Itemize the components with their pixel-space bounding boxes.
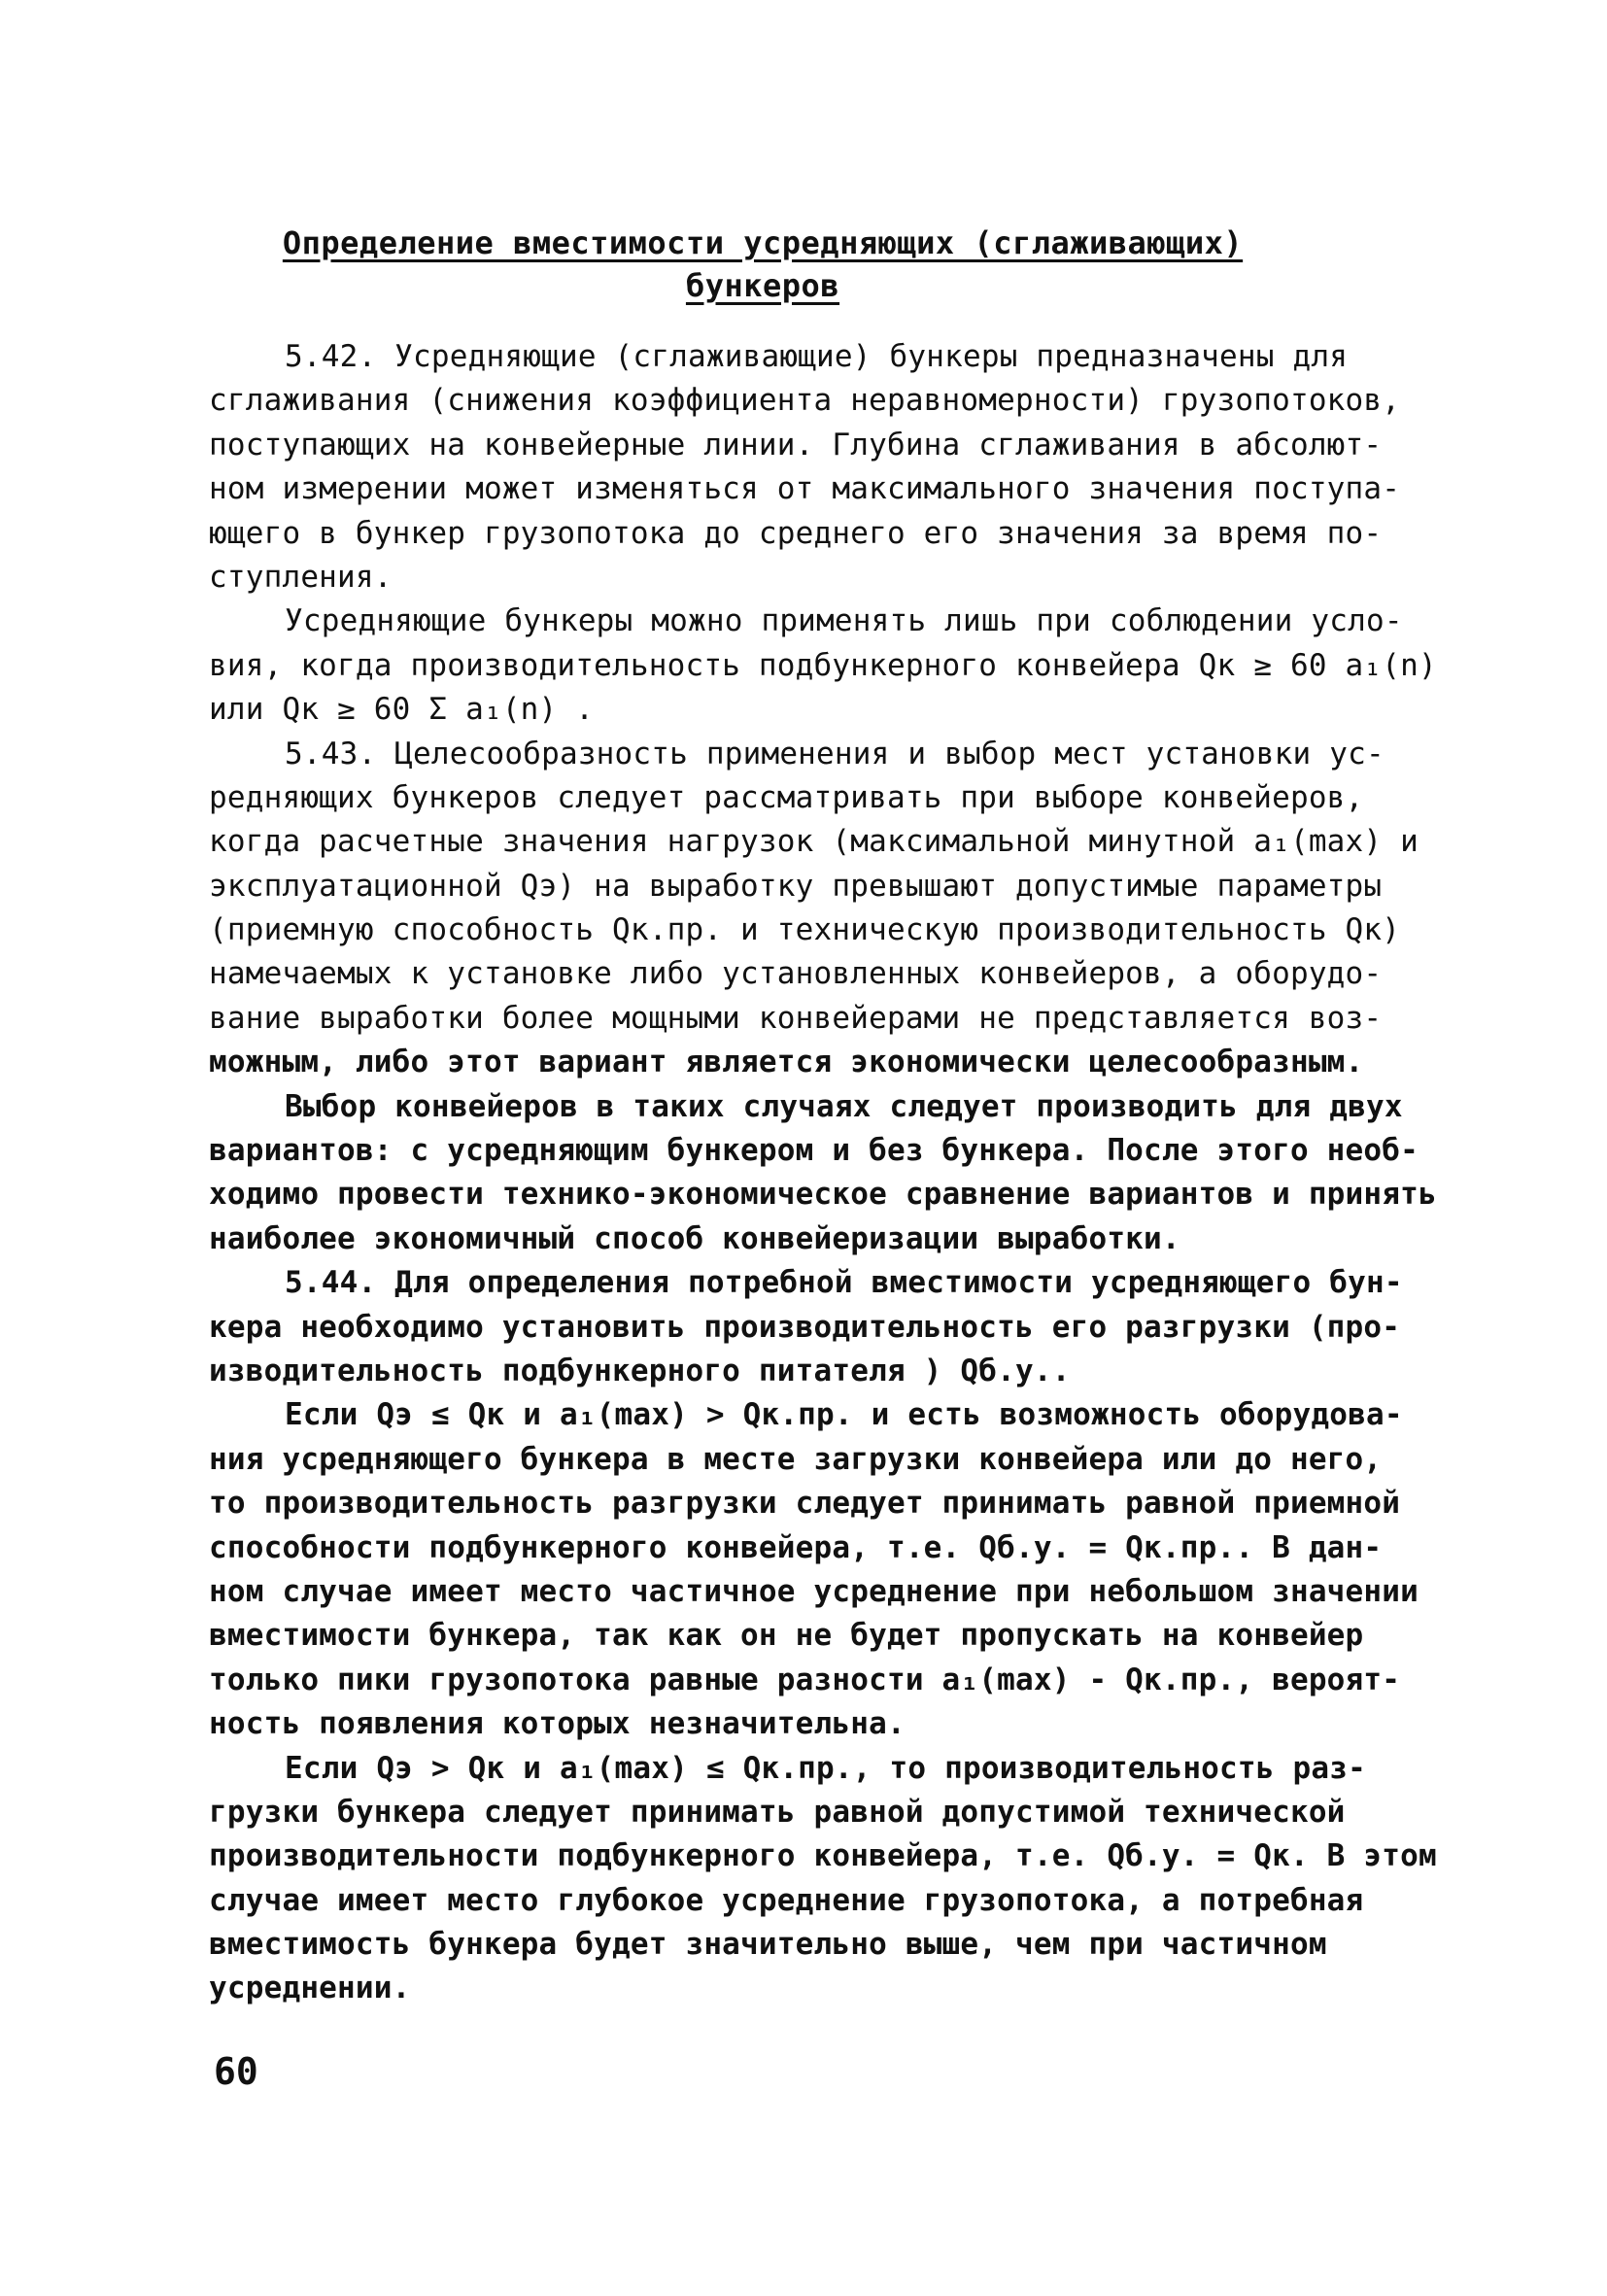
text-line: случае имеет место глубокое усреднение грузопотока, а потребная (209, 1882, 1364, 1918)
text-line: ном измерении может изменяться от максимального значения поступа- (209, 471, 1401, 507)
text-line: Если Qэ > Qк и a₁(max) ≤ Qк.пр., то производительность раз- (285, 1750, 1366, 1786)
text-line: поступающих на конвейерные линии. Глубина сглаживания в абсолют- (209, 427, 1383, 463)
text-line: Усредняющие бункеры можно применять лишь при соблюдении усло- (285, 603, 1403, 639)
page-number: 60 (214, 2050, 258, 2093)
text-line: производительности подбункерного конвейера, т.е. Qб.у. = Qк. В этом (209, 1838, 1437, 1874)
text-line: ном случае имеет место частичное усреднение при небольшом значении (209, 1573, 1419, 1609)
text-line: ния усредняющего бункера в месте загрузки конвейера или до него, (209, 1441, 1383, 1477)
text-line: 5.44. Для определения потребной вместимости усредняющего бун- (285, 1265, 1403, 1301)
text-line: ступления. (209, 559, 393, 595)
text-line: Выбор конвейеров в таких случаях следует производить для двух (285, 1088, 1403, 1124)
section-title-line-1: Определение вместимости усредняющих (сглаживающих) (282, 224, 1244, 261)
text-line: изводительность подбункерного питателя ) Qб.у.. (209, 1353, 1071, 1388)
text-line: то производительность разгрузки следует принимать равной приемной (209, 1486, 1401, 1522)
text-line: усреднении. (209, 1970, 411, 2006)
text-line: эксплуатационной Qэ) на выработку превышают допустимые параметры (209, 868, 1383, 904)
text-line: когда расчетные значения нагрузок (максимальной минутной a₁(max) и (209, 824, 1419, 860)
body-text (209, 335, 1437, 2011)
text-line: ющего в бункер грузопотока до среднего его значения за время по- (209, 515, 1383, 551)
text-line: только пики грузопотока равные разности a₁(max) - Qк.пр., вероят- (209, 1662, 1401, 1697)
text-line: 5.42. Усредняющие (сглаживающие) бункеры предназначены для (285, 339, 1349, 374)
section-title-line-2: бункеров (685, 267, 840, 304)
text-line: вместимость бункера будет значительно выше, чем при частичном (209, 1927, 1327, 1963)
text-line: ность появления которых незначительна. (209, 1706, 906, 1742)
text-line: ходимо провести технико-экономическое сравнение вариантов и принять (209, 1177, 1437, 1213)
text-line: наиболее экономичный способ конвейеризации выработки. (209, 1220, 1180, 1256)
text-line: или Qк ≥ 60 Σ a₁(n) . (209, 692, 595, 728)
text-line: грузки бункера следует принимать равной допустимой технической (209, 1794, 1346, 1830)
text-line: намечаемых к установке либо установленных конвейеров, а оборудо- (209, 956, 1383, 992)
text-line: вия, когда производительность подбункерного конвейера Qк ≥ 60 a₁(n) (209, 647, 1437, 683)
text-line: вариантов: с усредняющим бункером и без бункера. После этого необ- (209, 1133, 1419, 1169)
text-line: 5.43. Целесообразность применения и выбор мест установки ус- (285, 736, 1385, 771)
section-title (282, 222, 1244, 307)
text-line: редняющих бункеров следует рассматривать при выборе конвейеров, (209, 779, 1364, 815)
text-line: можным, либо этот вариант является экономически целесообразным. (209, 1045, 1364, 1080)
text-line: сглаживания (снижения коэффициента неравномерности) грузопотоков, (209, 383, 1401, 419)
text-line: вместимости бункера, так как он не будет пропускать на конвейер (209, 1618, 1364, 1654)
text-line: кера необходимо установить производительность его разгрузки (про- (209, 1309, 1401, 1345)
text-line: (приемную способность Qк.пр. и техническую производительность Qк) (209, 912, 1401, 948)
text-line: Если Qэ ≤ Qк и a₁(max) > Qк.пр. и есть возможность оборудова- (285, 1397, 1403, 1433)
text-line: способности подбункерного конвейера, т.е. Qб.у. = Qк.пр.. В дан- (209, 1529, 1383, 1565)
text-line: вание выработки более мощными конвейерами не представляется воз- (209, 1000, 1383, 1036)
